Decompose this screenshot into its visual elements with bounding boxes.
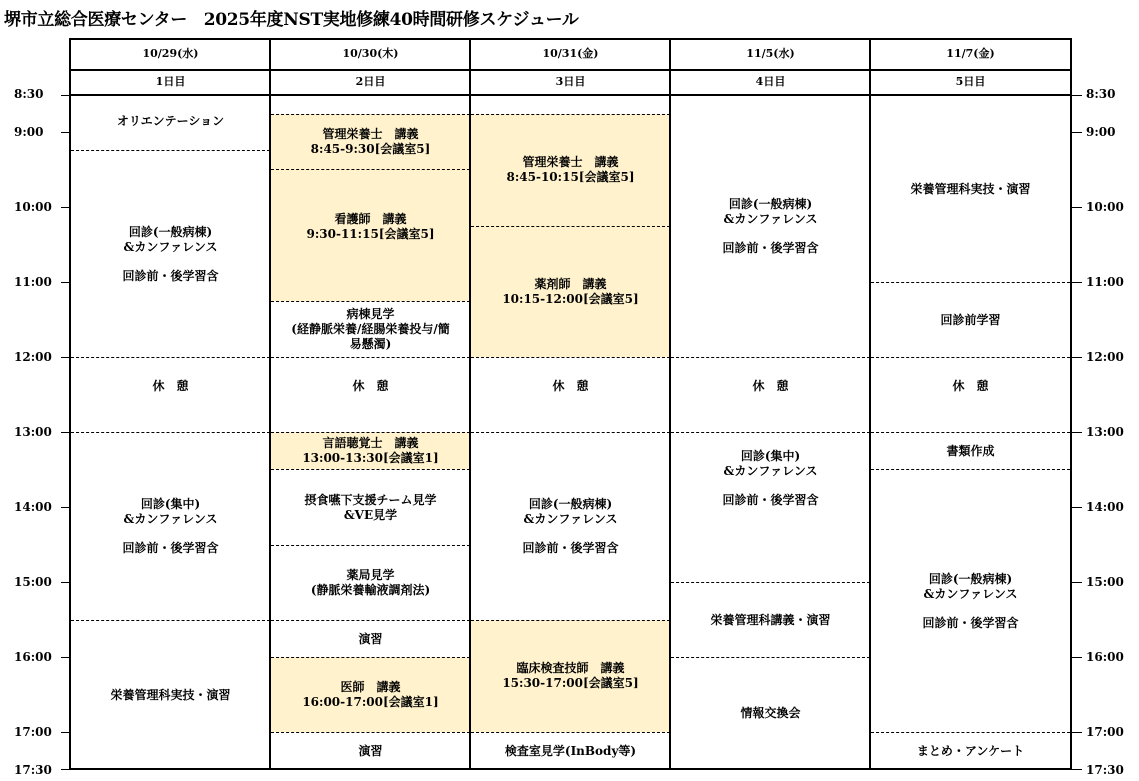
cell-day3-nutritionist-lecture xyxy=(471,114,670,226)
divider xyxy=(471,620,670,621)
grid-col-line xyxy=(1070,38,1072,770)
cell-day4-lecture xyxy=(671,583,870,657)
time-label: 16:00 xyxy=(14,650,52,664)
grid-top xyxy=(70,38,1072,40)
cell-text: 回診前学習 xyxy=(940,312,1001,327)
time-label: 9:00 xyxy=(14,125,44,139)
cell-text: &カンファレンス xyxy=(523,512,618,526)
cell-day1-rounds-general xyxy=(71,151,270,357)
cell-text: &カンファレンス xyxy=(723,212,818,226)
grid-bottom xyxy=(70,768,1072,770)
cell-text: 臨床検査技師 講義 xyxy=(516,661,625,675)
page-title: 堺市立総合医療センター 2025年度NST実地修練40時間研修スケジュール xyxy=(4,10,579,30)
day-label: 1日目 xyxy=(155,75,186,88)
cell-text: 回診前・後学習含 xyxy=(922,615,1019,630)
time-label: 11:00 xyxy=(14,275,52,289)
time-tick xyxy=(1072,207,1082,208)
cell-text: &カンファレンス xyxy=(723,464,818,478)
cell-text: 栄養管理科実技・演習 xyxy=(110,687,231,702)
day-date: 11/7(金) xyxy=(946,47,995,60)
time-label: 17:30 xyxy=(1086,763,1124,777)
cell-text: 病棟見学 xyxy=(346,307,395,321)
divider xyxy=(71,620,270,621)
cell-text: 9:30-11:15[会議室5] xyxy=(306,227,435,241)
cell-text: &VE見学 xyxy=(343,507,398,522)
divider xyxy=(271,732,470,733)
cell-day5-practice xyxy=(871,96,1070,282)
divider xyxy=(71,357,270,358)
divider xyxy=(471,114,670,115)
cell-text: 回診(集中) xyxy=(140,497,201,511)
divider xyxy=(271,469,470,470)
divider xyxy=(71,150,270,151)
time-tick xyxy=(1072,657,1082,658)
cell-text: 回診(一般病棟) xyxy=(528,497,613,511)
time-label: 13:00 xyxy=(1086,425,1124,439)
cell-day3-rest xyxy=(471,358,670,414)
time-label: 14:00 xyxy=(14,500,52,514)
time-label: 17:30 xyxy=(14,763,52,777)
divider xyxy=(271,657,470,658)
cell-day4-rounds-general xyxy=(671,96,870,357)
cell-text: 13:00-13:30[会議室1] xyxy=(302,450,439,465)
divider xyxy=(471,226,670,227)
cell-text: 医師 講義 xyxy=(340,679,401,694)
cell-text: 休 憩 xyxy=(552,378,589,393)
grid-col-line xyxy=(869,38,871,770)
divider xyxy=(271,301,470,302)
cell-text: 薬剤師 講義 xyxy=(534,276,607,291)
cell-text: 休 憩 xyxy=(752,378,789,393)
divider xyxy=(271,432,470,433)
divider xyxy=(671,582,870,583)
cell-text: 易懸濁) xyxy=(349,337,392,351)
cell-text: 8:45-10:15[会議室5] xyxy=(506,170,635,184)
divider xyxy=(271,169,470,170)
cell-text: 看護師 講義 xyxy=(334,212,407,226)
cell-day3-pharmacist-lecture xyxy=(471,226,670,357)
cell-text: 演習 xyxy=(358,743,383,758)
time-label: 10:00 xyxy=(14,200,52,214)
day-label: 5日目 xyxy=(955,75,986,88)
divider xyxy=(871,469,1070,470)
time-label: 15:00 xyxy=(1086,575,1124,589)
time-label: 10:00 xyxy=(1086,200,1124,214)
grid-header-bottom xyxy=(70,94,1072,96)
cell-day1-orientation xyxy=(71,96,270,150)
cell-text: 管理栄養士 講義 xyxy=(322,127,419,141)
cell-day2-pharmacy-tour xyxy=(271,546,470,620)
time-tick xyxy=(1072,432,1082,433)
cell-text: 15:30-17:00[会議室5] xyxy=(502,676,639,690)
divider xyxy=(871,432,1070,433)
cell-day3-lab-tour xyxy=(471,733,670,769)
day-label: 3日目 xyxy=(555,75,586,88)
grid-header-sep xyxy=(70,69,1072,71)
cell-text: 休 憩 xyxy=(152,378,189,393)
time-label: 11:00 xyxy=(1086,275,1124,289)
grid-col-line xyxy=(269,38,271,770)
time-label: 8:30 xyxy=(1086,87,1116,101)
cell-text: 休 憩 xyxy=(952,378,989,393)
divider xyxy=(471,732,670,733)
time-tick xyxy=(1072,507,1082,508)
cell-text: 栄養管理科実技・演習 xyxy=(910,181,1031,196)
time-label: 8:30 xyxy=(14,87,44,101)
cell-text: 書類作成 xyxy=(946,443,995,458)
cell-day5-rounds xyxy=(871,470,1070,732)
grid-col-line xyxy=(669,38,671,770)
day-label: 2日目 xyxy=(355,75,386,88)
time-label: 12:00 xyxy=(1086,350,1124,364)
cell-text: 10:15-12:00[会議室5] xyxy=(502,291,639,306)
cell-text: (経静脈栄養/経腸栄養投与/簡 xyxy=(291,322,450,336)
cell-text: 回診前・後学習含 xyxy=(522,541,619,555)
time-tick xyxy=(1072,769,1082,770)
cell-day4-exchange xyxy=(671,658,870,769)
cell-day1-rest xyxy=(71,358,270,414)
time-tick xyxy=(1072,732,1082,733)
divider xyxy=(71,432,270,433)
cell-text: 栄養管理科講義・演習 xyxy=(710,612,831,627)
cell-day2-ward-tour xyxy=(271,302,470,357)
time-tick xyxy=(1072,132,1082,133)
time-tick xyxy=(1072,357,1082,358)
cell-text: (静脈栄養輸液調剤法) xyxy=(310,583,431,597)
cell-text: 摂食嚥下支援チーム見学 xyxy=(304,492,437,507)
cell-text: 言語聴覚士 講義 xyxy=(322,435,419,450)
divider xyxy=(471,357,670,358)
day-label: 4日目 xyxy=(755,75,786,88)
cell-day2-exercise xyxy=(271,621,470,657)
cell-text: 回診(一般病棟) xyxy=(928,571,1013,586)
day-date: 10/29(水) xyxy=(142,47,199,60)
cell-text: 回診(一般病棟) xyxy=(128,224,213,239)
cell-text: 薬局見学 xyxy=(346,568,395,582)
cell-day2-st-lecture xyxy=(271,432,470,469)
divider xyxy=(471,432,670,433)
cell-day1-rounds-icu xyxy=(71,433,270,620)
time-label: 16:00 xyxy=(1086,650,1124,664)
cell-day4-rounds-icu xyxy=(671,433,870,582)
cell-text: 回診前・後学習含 xyxy=(122,268,219,283)
cell-day3-rounds xyxy=(471,433,670,620)
grid-col-line xyxy=(69,38,71,770)
cell-day4-rest xyxy=(671,358,870,414)
cell-text: &カンファレンス xyxy=(923,586,1018,601)
time-label: 17:00 xyxy=(14,725,52,739)
time-label: 15:00 xyxy=(14,575,52,589)
cell-day2-rest xyxy=(271,358,470,414)
time-label: 12:00 xyxy=(14,350,52,364)
cell-text: 回診(一般病棟) xyxy=(728,197,813,211)
divider xyxy=(871,282,1070,283)
cell-text: 演習 xyxy=(358,631,383,646)
divider xyxy=(671,432,870,433)
day-date: 11/5(水) xyxy=(746,47,795,60)
divider xyxy=(671,657,870,658)
cell-day5-docs xyxy=(871,433,1070,469)
cell-day2-exercise xyxy=(271,733,470,769)
time-label: 9:00 xyxy=(1086,125,1116,139)
cell-day3-labtech-lecture xyxy=(471,620,670,732)
cell-day1-practice xyxy=(71,621,270,769)
divider xyxy=(271,620,470,621)
divider xyxy=(871,732,1070,733)
day-date: 10/31(金) xyxy=(542,47,599,60)
cell-text: 回診前・後学習含 xyxy=(122,541,219,555)
divider xyxy=(871,357,1070,358)
cell-day5-rest xyxy=(871,358,1070,414)
time-tick xyxy=(1072,582,1082,583)
cell-text: 16:00-17:00[会議室1] xyxy=(302,694,439,709)
grid-col-line xyxy=(469,38,471,770)
divider xyxy=(671,357,870,358)
time-tick xyxy=(1072,95,1082,96)
cell-text: 回診前・後学習含 xyxy=(722,241,819,255)
cell-text: &カンファレンス xyxy=(123,512,218,526)
cell-text: 回診前・後学習含 xyxy=(722,493,819,507)
cell-day5-wrapup xyxy=(871,733,1070,769)
cell-text: 回診(集中) xyxy=(740,449,801,463)
cell-day2-nurse-lecture xyxy=(271,170,470,301)
cell-day2-doctor-lecture xyxy=(271,657,470,732)
time-label: 13:00 xyxy=(14,425,52,439)
day-date: 10/30(木) xyxy=(342,47,399,60)
cell-text: 8:45-9:30[会議室5] xyxy=(310,142,431,156)
cell-day5-prestudy xyxy=(871,283,1070,357)
time-tick xyxy=(1072,282,1082,283)
cell-text: 情報交換会 xyxy=(740,706,801,720)
cell-text: 検査室見学(InBody等) xyxy=(504,743,637,758)
divider xyxy=(271,357,470,358)
time-label: 17:00 xyxy=(1086,725,1124,739)
divider xyxy=(271,545,470,546)
cell-text: オリエンテーション xyxy=(116,114,225,128)
cell-text: まとめ・アンケート xyxy=(916,743,1025,758)
time-label: 14:00 xyxy=(1086,500,1124,514)
cell-text: 休 憩 xyxy=(352,378,389,393)
cell-day2-nutritionist-lecture xyxy=(271,114,470,170)
divider xyxy=(271,114,470,115)
cell-text: 管理栄養士 講義 xyxy=(522,155,619,169)
cell-day2-swallow-team xyxy=(271,470,470,545)
cell-text: &カンファレンス xyxy=(123,239,218,254)
